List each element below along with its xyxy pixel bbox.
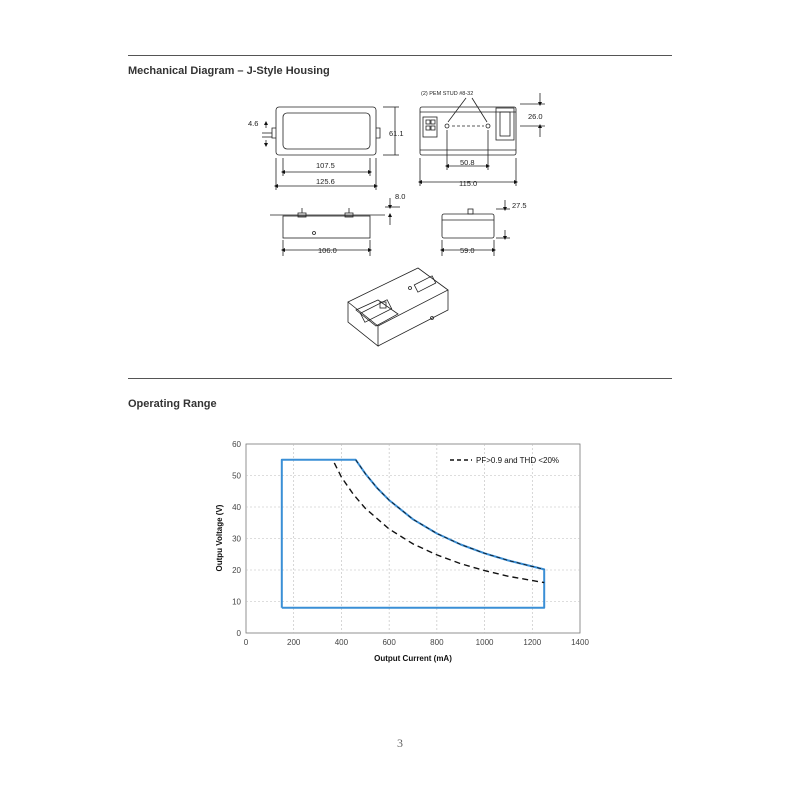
- y-tick-label: 50: [232, 471, 241, 481]
- operating-section-title: Operating Range: [128, 398, 217, 410]
- x-tick-label: 1000: [475, 638, 494, 647]
- dim-26-0: 26.0: [528, 112, 543, 121]
- x-tick-label: 1200: [523, 638, 542, 647]
- y-axis-label: Outpu Voltage (V): [215, 504, 224, 572]
- x-tick-label: 1400: [571, 638, 589, 647]
- x-axis-label: Output Current (mA): [374, 654, 452, 663]
- x-tick-label: 400: [334, 638, 349, 647]
- y-tick-label: 20: [232, 566, 241, 575]
- y-tick-label: 0: [236, 629, 241, 638]
- dim-50-8: 50.8: [460, 158, 475, 167]
- dim-8-0: 8.0: [395, 192, 406, 201]
- x-tick-label: 0: [243, 638, 249, 647]
- y-tick-label: 30: [232, 534, 241, 544]
- dim-115-0: 115.0: [459, 179, 478, 188]
- dim-27-5: 27.5: [512, 201, 527, 210]
- plot-area: [246, 444, 580, 633]
- x-tick-label: 800: [430, 638, 444, 647]
- mechanical-section-title: Mechanical Diagram – J-Style Housing: [128, 65, 330, 77]
- dim-125-6: 125.6: [316, 177, 335, 186]
- x-tick-label: 600: [382, 638, 396, 647]
- y-tick-label: 40: [232, 503, 241, 512]
- x-tick-label: 200: [287, 638, 301, 647]
- page-number: 3: [397, 736, 403, 750]
- y-tick-label: 10: [232, 597, 241, 607]
- dim-106-0: 106.0: [318, 246, 337, 255]
- dim-107-5: 107.5: [316, 161, 335, 170]
- y-tick-label: 60: [232, 440, 241, 449]
- dim-61-1: 61.1: [389, 129, 404, 138]
- dim-59-0: 59.0: [460, 246, 475, 255]
- legend-label: PF>0.9 and THD <20%: [476, 456, 560, 465]
- dim-4-6: 4.6: [248, 119, 259, 128]
- pem-stud-label: (2) PEM STUD #8-32: [421, 91, 474, 97]
